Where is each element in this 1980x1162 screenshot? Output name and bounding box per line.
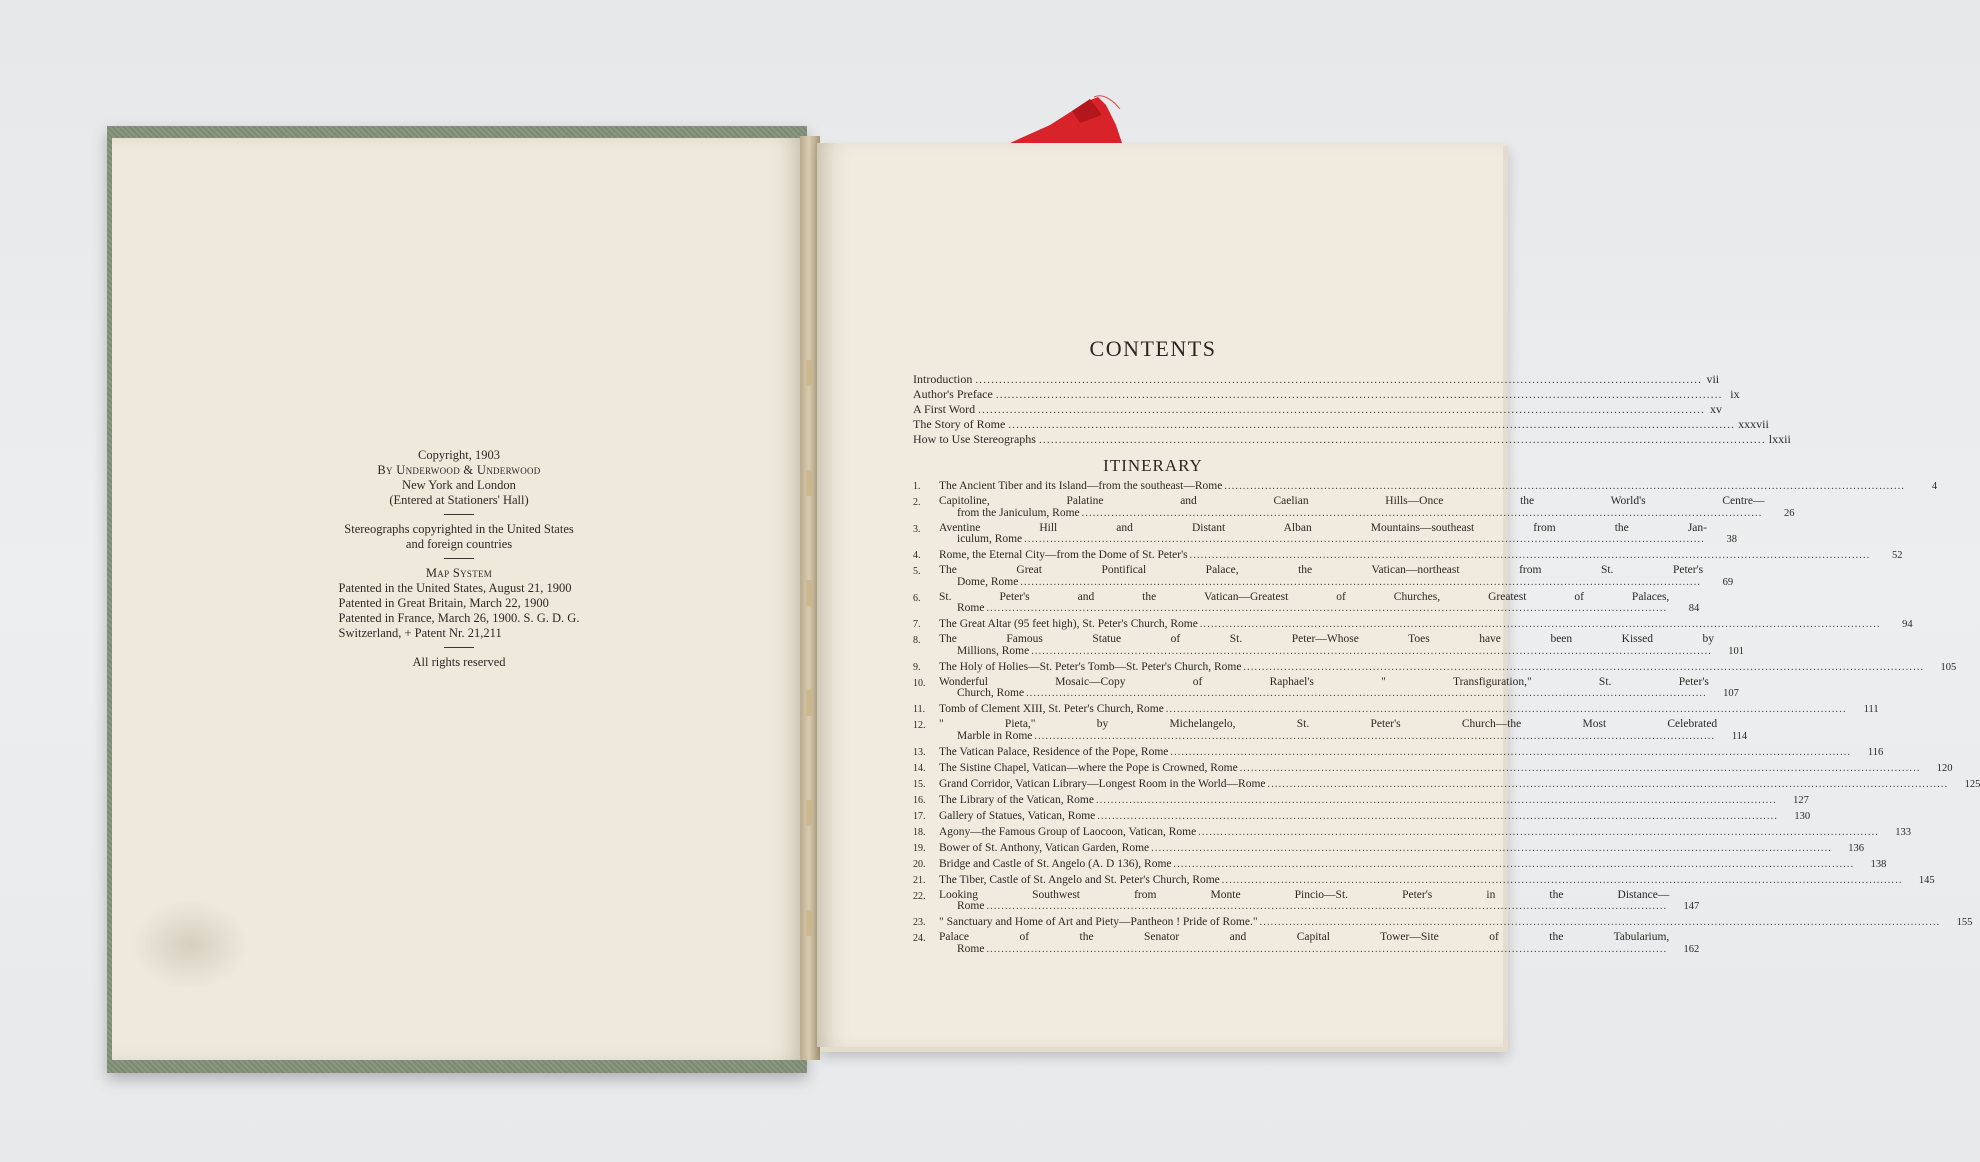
itinerary-entry[interactable] (913, 549, 1903, 562)
leader-dots (1198, 827, 1879, 839)
itinerary-entry-number: 8. (913, 635, 921, 646)
itinerary-entry-title-cont: Church, Rome (957, 687, 1025, 699)
itinerary-entry-text (939, 704, 1849, 716)
patent-line: Switzerland, + Patent Nr. 21,211 (338, 626, 502, 640)
itinerary-entry-title: Gallery of Statues, Vatican, Rome (939, 809, 1096, 822)
patent-line: Patented in the United States, August 21, 1900 (338, 581, 572, 595)
itinerary-entry[interactable] (913, 793, 1809, 807)
itinerary-entry-continuation (939, 731, 1717, 743)
itinerary-entry-continuation (939, 944, 1669, 956)
itinerary-entry-number: 12. (913, 720, 926, 731)
itinerary-entry-title: " Sanctuary and Home of Art and Piety—Pantheon ! Pride of Rome." (939, 916, 1258, 928)
itinerary-entry-title: The Great Pontifical Palace, the Vatican—northeast from St. Peter's (939, 564, 1704, 576)
itinerary-entry-text (939, 677, 1709, 700)
itinerary-entry-text (939, 550, 1872, 562)
itinerary-entry-title: Looking Southwest from Monte Pincio—St. Peter's in the Distance— (939, 888, 1670, 901)
ribbon-bookmark-icon[interactable] (1010, 95, 1140, 145)
itinerary-entry-text (939, 795, 1779, 807)
itinerary-entry-body (939, 874, 1935, 887)
itinerary-entry-title: The Holy of Holies—St. Peter's Tomb—St. Peter's Church, Rome (939, 660, 1242, 673)
itinerary-entry-number: 13. (913, 746, 926, 758)
leader-dots (1190, 550, 1871, 562)
itinerary-entry-number: 10. (913, 677, 926, 689)
contents-entry[interactable] (913, 372, 1720, 387)
patent-line: Patented in Great Britain, March 22, 1900 (338, 596, 549, 610)
leader-dots (1026, 688, 1707, 700)
itinerary-entry-page: 147 (1683, 901, 1700, 912)
itinerary-entry-body (939, 890, 1699, 913)
itinerary-entry-number: 17. (913, 810, 926, 822)
itinerary-entry-title: " Pieta," by Michelangelo, St. Peter's Church—the Most Celebrated (939, 718, 1718, 730)
itinerary-entry-page: 4 (1931, 481, 1938, 492)
itinerary-heading: ITINERARY (1103, 456, 1203, 475)
itinerary-entry[interactable] (913, 718, 1748, 742)
itinerary-entry-page: 125 (1964, 778, 1980, 790)
itinerary-entry-body (939, 618, 1913, 631)
itinerary-entry-number: 1. (913, 481, 921, 492)
itinerary-entry-body (939, 677, 1739, 700)
leader-dots (1166, 704, 1847, 716)
divider (444, 558, 474, 559)
itinerary-entry[interactable] (913, 590, 1700, 615)
itinerary-entry-number: 3. (913, 523, 921, 535)
binding-stitch (806, 690, 812, 716)
itinerary-entry-title: St. Peter's and the Vatican—Greatest of Churches, Greatest of Palaces, (939, 590, 1670, 603)
itinerary-entry[interactable] (913, 675, 1739, 700)
itinerary-entry-title: The Tiber, Castle of St. Angelo and St. Peter's Church, Rome (939, 873, 1220, 886)
itinerary-entry-body (939, 719, 1747, 742)
itinerary-entry[interactable] (913, 888, 1700, 913)
itinerary-entry-page: 114 (1731, 730, 1748, 742)
leader-dots (1031, 646, 1712, 658)
itinerary-entry-continuation (939, 603, 1669, 615)
itinerary-entry-number: 15. (913, 778, 926, 790)
itinerary-entry[interactable] (913, 825, 1912, 839)
itinerary-entry-number: 24. (913, 933, 926, 944)
copyright-line: Copyright, 1903 (418, 448, 500, 462)
itinerary-entry-title: Palace of the Senator and Capital Tower—Site of the Tabularium, (939, 931, 1670, 943)
leader-dots (1039, 433, 1766, 448)
itinerary-entry-number: 23. (913, 917, 926, 928)
publisher-line: By Underwood & Underwood (377, 463, 541, 477)
itinerary-entry-body (939, 858, 1886, 871)
itinerary-entry-title: Rome, the Eternal City—from the Dome of St. Peter's (939, 549, 1188, 561)
contents-entry[interactable] (913, 387, 1740, 402)
itinerary-entry[interactable] (913, 480, 1938, 493)
itinerary-entry-continuation (939, 508, 1764, 520)
itinerary-entry-page: 127 (1793, 794, 1809, 806)
itinerary-entry-title: The Library of the Vatican, Rome (939, 793, 1094, 806)
itinerary-entry-number: 22. (913, 890, 926, 902)
leader-dots (986, 901, 1667, 913)
itinerary-entry-continuation (939, 688, 1709, 700)
divider (444, 514, 474, 515)
itinerary-entry-page: 107 (1723, 688, 1739, 699)
itinerary-entry-body (939, 778, 1980, 791)
contents-entry-label: Author's Preface (913, 387, 993, 401)
itinerary-entry-page: 155 (1956, 917, 1973, 928)
patent-list (339, 581, 580, 641)
contents-entry-label: A First Word (913, 402, 976, 416)
itinerary-entry-title: The Vatican Palace, Residence of the Pope, Rome (939, 745, 1169, 758)
contents-entry-page: xxxvii (1738, 417, 1769, 431)
leader-dots (1224, 481, 1905, 493)
itinerary-entry-page: 26 (1783, 507, 1795, 519)
itinerary-entry-continuation (939, 577, 1703, 589)
itinerary-entry[interactable] (913, 761, 1953, 775)
itinerary-entry-body (939, 549, 1902, 562)
contents-entry-label: How to Use Stereographs (913, 432, 1036, 446)
page-smudge (130, 900, 250, 990)
itinerary-entry-text (939, 763, 1923, 775)
itinerary-entry-page: 138 (1870, 858, 1887, 870)
rights-line: All rights reserved (412, 655, 506, 669)
itinerary-entry[interactable] (913, 809, 1811, 823)
itinerary-entry-number: 4. (913, 550, 921, 561)
itinerary-entry-body (939, 794, 1809, 807)
itinerary-entry-number: 2. (913, 497, 921, 508)
itinerary-entry[interactable] (913, 618, 1913, 631)
itinerary-entry-page: 162 (1683, 943, 1700, 955)
contents-heading: CONTENTS (1089, 336, 1217, 361)
contents-entry[interactable] (913, 402, 1722, 417)
itinerary-entry-text (939, 890, 1669, 913)
itinerary-entry-page: 133 (1895, 826, 1912, 838)
contents-entry[interactable] (913, 417, 1769, 432)
itinerary-entry-text (939, 496, 1764, 519)
divider (444, 647, 474, 648)
itinerary-entry-text (939, 747, 1853, 759)
itinerary-entry-number: 20. (913, 858, 926, 870)
itinerary-entry-page: 101 (1728, 645, 1745, 657)
itinerary-entry-text (939, 481, 1907, 493)
itinerary-entry-text (939, 779, 1950, 791)
itinerary-entry-body (939, 762, 1953, 775)
itinerary-entry-page: 94 (1902, 619, 1913, 630)
itinerary-entry-text (939, 875, 1905, 887)
itinerary-entry-text (939, 917, 1942, 929)
leader-dots (1174, 859, 1855, 871)
itinerary-entry-title: Bower of St. Anthony, Vatican Garden, Rome (939, 841, 1150, 854)
itinerary-entry-page: 130 (1794, 810, 1811, 822)
itinerary-entry-title-cont: Rome (957, 900, 985, 912)
itinerary-entry[interactable] (913, 857, 1887, 871)
itinerary-entry[interactable] (913, 633, 1745, 657)
itinerary-entry-body (939, 592, 1699, 615)
itinerary-entry-number: 9. (913, 661, 921, 673)
leader-dots (1034, 731, 1715, 743)
itinerary-entry-page: 136 (1848, 842, 1864, 854)
itinerary-entry-title: Grand Corridor, Vatican Library—Longest Room in the World—Rome (939, 777, 1266, 790)
itinerary-entry-title: Bridge and Castle of St. Angelo (A. D 136), Rome (939, 857, 1172, 870)
leader-dots (975, 373, 1702, 388)
itinerary-entry-title: Capitoline, Palatine and Caelian Hills—Once the World's Centre— (939, 495, 1765, 507)
itinerary-entry-body (939, 810, 1810, 823)
itinerary-entry-title-cont: Rome (957, 942, 985, 955)
itinerary-entry-page: 52 (1891, 550, 1903, 561)
itinerary-entry-page: 145 (1918, 874, 1935, 886)
itinerary-entry-page: 111 (1863, 704, 1879, 715)
leader-dots (1222, 875, 1903, 887)
itinerary-entry-continuation (939, 901, 1669, 913)
itinerary-entry-number: 7. (913, 619, 921, 630)
itinerary-entry[interactable] (913, 564, 1734, 588)
prelim-list (913, 372, 1791, 447)
leader-dots (1082, 508, 1763, 520)
itinerary-entry-text (939, 662, 1926, 674)
itinerary-entry-text (939, 634, 1714, 657)
copyright-block (300, 448, 618, 670)
itinerary-entry-body (939, 703, 1879, 716)
itinerary-entry-body (939, 496, 1794, 519)
itinerary-entry[interactable] (913, 777, 1980, 791)
itinerary-entry-page: 120 (1936, 762, 1953, 774)
itinerary-entry-text (939, 565, 1703, 588)
itinerary-entry-text (939, 827, 1881, 839)
cities-line: New York and London (402, 478, 516, 492)
leader-dots (1151, 843, 1832, 855)
contents-entry-page: ix (1730, 387, 1740, 401)
contents-entry-label: The Story of Rome (913, 417, 1006, 431)
itinerary-entry[interactable] (913, 916, 1973, 929)
contents-entry-page: vii (1706, 372, 1720, 386)
itinerary-entry-body (939, 661, 1956, 674)
itinerary-entry-page: 84 (1688, 603, 1700, 614)
itinerary-entry-title-cont: Dome, Rome (957, 575, 1019, 588)
itinerary-entry-body (939, 565, 1733, 588)
itinerary-entry[interactable] (913, 873, 1935, 887)
itinerary-entry-number: 14. (913, 762, 926, 774)
itinerary-entry[interactable] (913, 521, 1737, 546)
itinerary-entry-title: The Great Altar (95 feet high), St. Peter's Church, Rome (939, 618, 1198, 630)
itinerary-entry[interactable] (913, 660, 1957, 674)
itinerary-entry-body (939, 746, 1883, 759)
leader-dots (1096, 795, 1777, 807)
contents-entry-page: xv (1709, 402, 1722, 416)
contents-entry-label: Introduction (913, 372, 973, 386)
itinerary-entry-continuation (939, 646, 1714, 658)
itinerary-entry-title: The Famous Statue of St. Peter—Whose Toes have been Kissed by (939, 633, 1715, 645)
itinerary-entry-number: 18. (913, 826, 926, 838)
leader-dots (1268, 779, 1949, 791)
itinerary-entry-title-cont: from the Janiculum, Rome (957, 506, 1080, 519)
leader-dots (1097, 811, 1778, 823)
leader-dots (1024, 534, 1705, 546)
contents-entry-page: lxxii (1768, 432, 1791, 446)
contents-entry[interactable] (913, 432, 1791, 447)
itinerary-entry-title-cont: iculum, Rome (957, 533, 1023, 545)
itinerary-entry-title: Tomb of Clement XIII, St. Peter's Church, Rome (939, 703, 1164, 715)
itinerary-entry-body (939, 826, 1911, 839)
itinerary-entry-body (939, 932, 1699, 955)
binding-stitch (806, 910, 812, 936)
itinerary-entry-title-cont: Millions, Rome (957, 644, 1030, 657)
itinerary-entry-number: 16. (913, 794, 926, 806)
itinerary-entry-page: 69 (1722, 576, 1734, 588)
patent-line: Patented in France, March 26, 1900. S. G. D. G. (338, 611, 580, 625)
itinerary-entry-title: Wonderful Mosaic—Copy of Raphael's " Transfiguration," St. Peter's (939, 675, 1709, 688)
itinerary-entry-title: Agony—the Famous Group of Laocoon, Vatican, Rome (939, 825, 1197, 838)
leader-dots (1008, 418, 1735, 433)
binding-stitch (806, 580, 812, 606)
leader-dots (1243, 662, 1924, 674)
itinerary-entry-number: 6. (913, 592, 921, 604)
stereographs-line-2: and foreign countries (405, 537, 513, 551)
entered-line: (Entered at Stationers' Hall) (389, 493, 529, 507)
itinerary-entry[interactable] (913, 703, 1879, 716)
itinerary-entry-page: 38 (1726, 534, 1737, 545)
itinerary-entry-page: 105 (1940, 661, 1957, 673)
itinerary-entry-number: 11. (913, 704, 926, 715)
itinerary-entry-text (939, 843, 1834, 855)
leader-dots (1170, 747, 1851, 759)
binding-stitch (806, 470, 812, 496)
itinerary-entry-page: 116 (1867, 746, 1884, 758)
itinerary-entry-number: 5. (913, 566, 921, 577)
itinerary-entry-number: 21. (913, 874, 926, 886)
itinerary-entry-body (939, 523, 1737, 546)
leader-dots (1260, 917, 1941, 929)
itinerary-entry-body (939, 916, 1972, 929)
itinerary-entry-title-cont: Rome (957, 602, 985, 614)
binding-stitch (806, 360, 812, 386)
stereographs-line-1: Stereographs copyrighted in the United States (344, 522, 574, 536)
itinerary-entry-text (939, 932, 1669, 955)
itinerary-entry-text (939, 619, 1883, 631)
itinerary-entry-text (939, 811, 1780, 823)
itinerary-entry-text (939, 859, 1856, 871)
itinerary-entry-body (939, 842, 1864, 855)
leader-dots (986, 944, 1667, 956)
itinerary-entry-body (939, 634, 1744, 657)
itinerary-entry-body (939, 480, 1937, 493)
itinerary-entry-title-cont: Marble in Rome (957, 729, 1033, 742)
leader-dots (1020, 577, 1701, 589)
leader-dots (978, 403, 1705, 418)
itinerary-entry-number: 19. (913, 842, 926, 854)
itinerary-list (913, 480, 1980, 959)
itinerary-entry-text (939, 523, 1707, 546)
leader-dots (986, 603, 1667, 615)
itinerary-entry-continuation (939, 534, 1707, 546)
leader-dots (1240, 763, 1921, 775)
itinerary-entry-title: Aventine Hill and Distant Alban Mountains—southeast from the Jan- (939, 521, 1707, 534)
itinerary-entry[interactable] (913, 931, 1700, 955)
map-system-heading: Map System (425, 566, 493, 580)
itinerary-entry[interactable] (913, 745, 1884, 759)
itinerary-entry-text (939, 719, 1717, 742)
leader-dots (996, 388, 1723, 403)
itinerary-entry-text (939, 592, 1669, 615)
leader-dots (1200, 619, 1881, 631)
itinerary-entry-title: The Ancient Tiber and its Island—from the southeast—Rome (939, 480, 1223, 492)
binding-stitch (806, 800, 812, 826)
itinerary-entry[interactable] (913, 841, 1864, 855)
itinerary-entry[interactable] (913, 495, 1795, 519)
itinerary-entry-title: The Sistine Chapel, Vatican—where the Pope is Crowned, Rome (939, 761, 1238, 774)
